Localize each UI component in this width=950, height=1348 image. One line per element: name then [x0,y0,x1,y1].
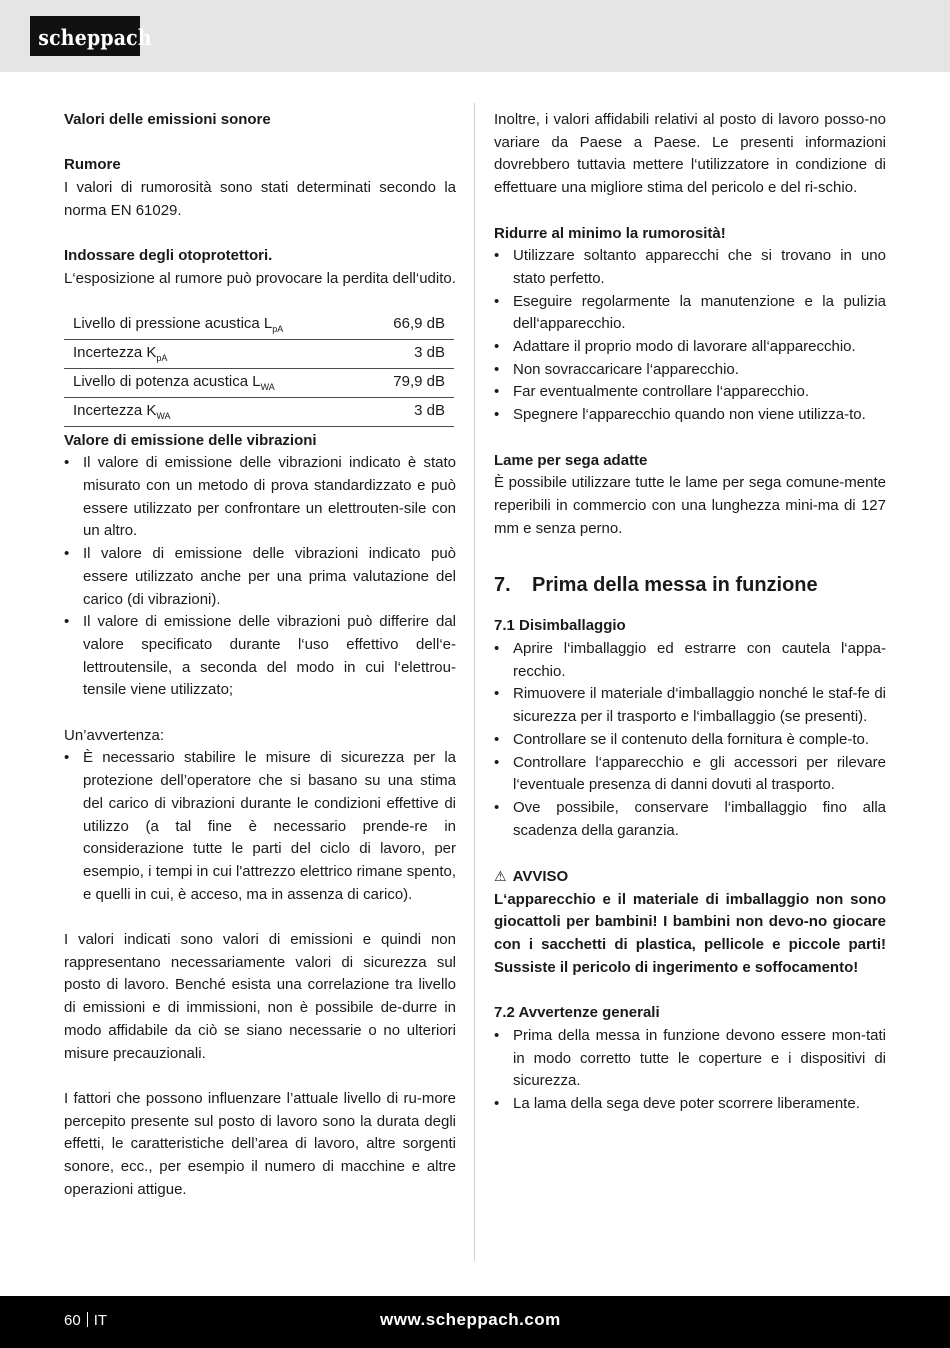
left-column [64,109,456,1201]
emission-values-paragraph: I valori indicati sono valori di emissioni e quindi non rappresentano necessariamente valori di sicurezza sul posto di lavoro. Benché esista una correlazione tra livello di emissioni e di immissioni, non è possibile de-durre in modo affidabile da ciò se siano necessarie o no ulteriori misure precauzionali. [64,931,456,1062]
list-item: • Utilizzare soltanto apparecchi che si trovano in uno stato perfetto. [494,245,886,290]
list-item: • È necessario stabilire le misure di sicurezza per la protezione dell’operatore che si basano su una stima del carico di vibrazioni durante le condizioni effettive di utilizzo (a tal fine è necessario prende-re in considerazione tutte le parti del ciclo di lavoro, per esempio, i tempi in cui l'attrezzo elettrico rimane spento, e quelli in cui, è acceso, ma in assenza di carico). [64,747,456,906]
list-item: • Adattare il proprio modo di lavorare all‘apparecchio. [494,336,886,359]
table-value: 3 dB [369,397,454,426]
list-item: • Rimuovere il materiale d‘imballaggio nonché le staf-fe di sicurezza per il trasporto e l‘imballaggio (se presenti). [494,683,886,728]
list-item: • Eseguire regolarmente la manutenzione e la pulizia dell‘apparecchio. [494,291,886,336]
list-item: • Il valore di emissione delle vibrazioni indicato è stato misurato con un metodo di prova standardizzato e può essere utilizzato per confrontare un elettrouten-sile con un altro. [64,452,456,543]
table-label: Incertezza $K_{WA}$ [64,397,369,426]
warning-intro: Un’avvertenza: [64,726,165,744]
saw-blades-heading: Lame per sega adatte [494,451,648,469]
list-item: • La lama della sega deve poter scorrere liberamente. [494,1093,886,1116]
unpacking-heading: 7.1 Disimballaggio [494,617,626,635]
noise-factors-paragraph: I fattori che possono influenzare l’attuale livello di ru-more percepito presente sul posto di lavoro sono la durata degli effetti, le caratteristiche dell’area di lavoro, altre sorgenti sonore, ecc., per esempio il numero di macchine e altre operazioni attigue. [64,1089,456,1198]
right-column [494,109,886,1116]
noise-heading: Rumore [64,156,121,174]
page-header [0,0,950,72]
emission-table [64,311,454,427]
list-item: • Il valore di emissione delle vibrazioni indicato può essere utilizzato anche per una prima valutazione del carico (di vibrazioni). [64,543,456,611]
general-warnings-heading: 7.2 Avvertenze generali [494,1004,660,1022]
table-row [64,368,454,397]
warning-triangle-icon: ⚠ [494,868,507,885]
reduce-noise-heading: Ridurre al minimo la rumorosità! [494,224,726,242]
reduce-noise-list [494,245,886,427]
table-row [64,397,454,426]
column-divider [474,103,475,1261]
table-value: 66,9 dB [369,311,454,340]
list-item: • Spegnere l‘apparecchio quando non viene utilizza-to. [494,404,886,427]
scheppach-logo: scheppach [30,16,140,56]
table-row [64,311,454,340]
warning-list [64,747,456,906]
country-values-paragraph: Inoltre, i valori affidabili relativi al posto di lavoro posso-no variare da Paese a Paese. Le presenti informazioni dovrebbero tuttavia mettere l‘utilizzatore in condizione di effettuare una migliore stima del pericolo e del ri-schio. [494,111,886,197]
list-item: • Aprire l‘imballaggio ed estrarre con cautela l‘appa-recchio. [494,638,886,683]
table-value: 3 dB [369,339,454,368]
notice-text: L‘apparecchio e il materiale di imballaggio non sono giocattoli per bambini! I bambini non devo-no giocare con i sacchetti di plastica, pellicole e piccole parti! Sussiste il pericolo di ingerimento e soffocamento! [494,890,886,976]
ear-protection-text: L‘esposizione al rumore può provocare la perdita dell‘udito. [64,269,456,287]
noise-text: I valori di rumorosità sono stati determinati secondo la norma EN 61029. [64,179,456,219]
list-item: • Non sovraccaricare l‘apparecchio. [494,359,886,382]
table-label: Livello di potenza acustica $L_{WA}$ [64,368,369,397]
list-item: • Controllare se il contenuto della fornitura è comple-to. [494,729,886,752]
ear-protection-heading: Indossare degli otoprotettori. [64,247,273,265]
vibration-list [64,452,456,702]
list-item: • Controllare l‘apparecchio e gli accessori per rilevare l‘eventuale presenza di danni dovuti al trasporto. [494,752,886,797]
list-item: • Ove possibile, conservare l‘imballaggio fino alla scadenza della garanzia. [494,797,886,842]
section-heading: 7. Prima della messa in funzione [494,574,818,597]
saw-blades-text: È possibile utilizzare tutte le lame per sega comune-mente reperibili in commercio con una lunghezza mini-ma di 127 mm e senza perno. [494,474,886,537]
notice-heading: ⚠ AVVISO [494,865,886,889]
unpacking-list [494,638,886,842]
list-item: • Far eventualmente controllare l‘apparecchio. [494,381,886,404]
page-number: 60 IT [64,1312,108,1329]
list-item: • Prima della messa in funzione devono essere mon-tati in modo corretto tutte le coperture e i dispositivi di sicurezza. [494,1025,886,1093]
vibration-heading: Valore di emissione delle vibrazioni [64,431,317,449]
website-link[interactable]: www.scheppach.com [380,1310,561,1329]
table-value: 79,9 dB [369,368,454,397]
table-label: Livello di pressione acustica $L_{pA}$ [64,311,369,340]
general-warnings-list [494,1025,886,1116]
sound-emissions-heading: Valori delle emissioni sonore [64,111,271,128]
table-row [64,339,454,368]
list-item: • Il valore di emissione delle vibrazioni può differire dal valore specificato durante l‘uso effettivo dell‘e-lettroutensile, a seconda del modo in cui l‘elettrou-tensile viene utilizzato; [64,611,456,702]
page-footer [0,1296,950,1348]
table-label: Incertezza $K_{pA}$ [64,339,369,368]
